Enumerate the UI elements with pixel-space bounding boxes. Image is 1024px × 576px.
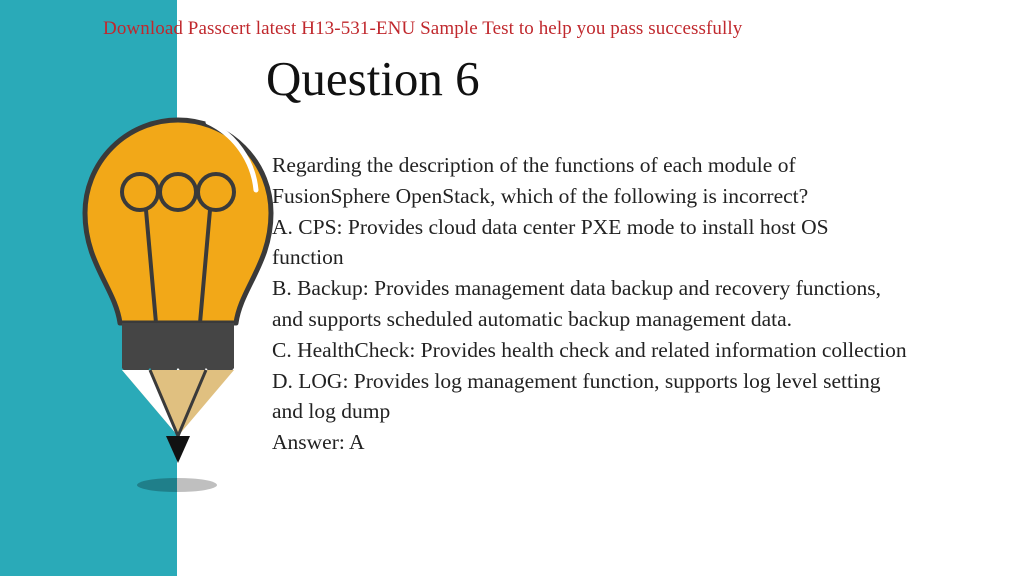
question-line: FusionSphere OpenStack, which of the following is incorrect? [272,183,809,208]
option-b-line: B. Backup: Provides management data backup and recovery functions, [272,276,881,301]
question-text [272,150,1012,458]
option-b-line: and supports scheduled automatic backup management data. [272,306,793,331]
question-line: Regarding the description of the functions of each module of [272,153,796,177]
option-d-line: and log dump [272,399,391,424]
option-d-line: D. LOG: Provides log management function, supports log level setting [272,368,881,393]
answer-line: Answer: A [272,430,365,455]
option-a-line: A. CPS: Provides cloud data center PXE mode to install host OS [272,214,829,239]
question-title: Question 6 [266,51,480,106]
option-c-line: C. HealthCheck: Provides health check and related information collection [272,337,907,362]
option-a-line: function [272,245,344,270]
download-banner: Download Passcert latest H13-531-ENU Sample Test to help you pass successfully [103,18,743,39]
lightbulb-pencil-icon [60,98,300,508]
